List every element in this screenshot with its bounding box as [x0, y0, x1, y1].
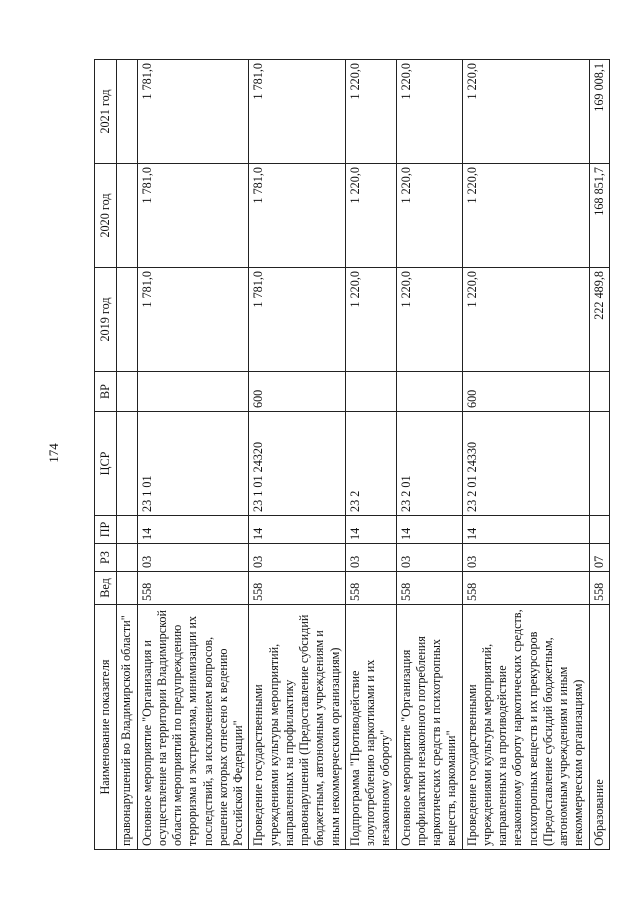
header-pr: ПР	[95, 516, 117, 544]
row-vr	[137, 372, 249, 412]
row-vr	[589, 372, 609, 412]
header-rz: РЗ	[95, 544, 117, 572]
header-2019: 2019 год	[95, 268, 117, 372]
table-row	[462, 60, 589, 850]
row-2019: 1 220,0	[345, 268, 396, 372]
row-vr	[345, 372, 396, 412]
row-rz: 03	[462, 544, 589, 572]
row-pr	[589, 516, 609, 544]
row-vr: 600	[462, 372, 589, 412]
header-ved: Вед	[95, 572, 117, 605]
header-vr: ВР	[95, 372, 117, 412]
row-rz: 03	[345, 544, 396, 572]
row-2020: 1 220,0	[396, 164, 462, 268]
row-name: Основное мероприятие "Организация профилактики незаконного потребления наркотических средств и психотропных веществ, наркомании"	[396, 605, 462, 850]
table-row	[345, 60, 396, 850]
row-csr: 23 1 01	[137, 412, 249, 516]
row-ved: 558	[345, 572, 396, 605]
row-name: Основное мероприятие "Организация и осуществление на территории Владимирской области мероприятий по предупреждению терроризма и экстремизма, минимизации их последствий, за исключением вопросов, решение которых отнесено к ведению Российской Федерации"	[137, 605, 249, 850]
row-2021: 1 220,0	[462, 60, 589, 164]
budget-table	[94, 59, 610, 850]
row-pr: 14	[249, 516, 346, 544]
row-2021	[117, 60, 137, 164]
header-csr: ЦСР	[95, 412, 117, 516]
row-2019: 1 220,0	[396, 268, 462, 372]
row-csr	[589, 412, 609, 516]
row-csr	[117, 412, 137, 516]
row-vr	[117, 372, 137, 412]
row-name: Проведение государственными учреждениями культуры мероприятий, направленных на профилактику правонарушений (Предоставление субсидий бюджетным, автономным учреждениям и иным некоммерческим организациям)	[249, 605, 346, 850]
row-rz: 03	[137, 544, 249, 572]
row-2020: 1 781,0	[249, 164, 346, 268]
row-ved: 558	[396, 572, 462, 605]
header-2021: 2021 год	[95, 60, 117, 164]
row-2019: 1 781,0	[249, 268, 346, 372]
row-2021: 1 781,0	[249, 60, 346, 164]
row-rz: 03	[396, 544, 462, 572]
table-row	[117, 60, 137, 850]
row-2021: 1 781,0	[137, 60, 249, 164]
row-vr	[396, 372, 462, 412]
row-ved: 558	[137, 572, 249, 605]
row-ved: 558	[589, 572, 609, 605]
row-vr: 600	[249, 372, 346, 412]
row-2020	[117, 164, 137, 268]
row-rz	[117, 544, 137, 572]
table-row	[137, 60, 249, 850]
header-2020: 2020 год	[95, 164, 117, 268]
row-csr: 23 2 01	[396, 412, 462, 516]
row-2021: 169 008,1	[589, 60, 609, 164]
row-ved: 558	[249, 572, 346, 605]
table-header-row	[95, 60, 117, 850]
row-pr: 14	[462, 516, 589, 544]
row-csr: 23 2 01 24330	[462, 412, 589, 516]
page-number: 174	[46, 443, 61, 463]
row-pr: 14	[137, 516, 249, 544]
table-row	[249, 60, 346, 850]
row-2019: 222 489,8	[589, 268, 609, 372]
row-2019	[117, 268, 137, 372]
row-rz: 07	[589, 544, 609, 572]
row-2020: 1 220,0	[345, 164, 396, 268]
row-ved	[117, 572, 137, 605]
row-ved: 558	[462, 572, 589, 605]
row-pr: 14	[345, 516, 396, 544]
row-pr	[117, 516, 137, 544]
row-2020: 168 851,7	[589, 164, 609, 268]
row-2019: 1 220,0	[462, 268, 589, 372]
row-pr: 14	[396, 516, 462, 544]
row-name: Образование	[589, 605, 609, 850]
row-2020: 1 220,0	[462, 164, 589, 268]
row-2021: 1 220,0	[345, 60, 396, 164]
header-name: Наименование показателя	[95, 605, 117, 850]
row-2019: 1 781,0	[137, 268, 249, 372]
budget-table-rotated	[94, 60, 614, 850]
row-2021: 1 220,0	[396, 60, 462, 164]
row-2020: 1 781,0	[137, 164, 249, 268]
table-row	[396, 60, 462, 850]
row-name: Подпрограмма "Противодействие злоупотреблению наркотиками и их незаконному обороту"	[345, 605, 396, 850]
row-csr: 23 1 01 24320	[249, 412, 346, 516]
row-name: правонарушений во Владимирской области"	[117, 605, 137, 850]
row-csr: 23 2	[345, 412, 396, 516]
table-row	[589, 60, 609, 850]
row-rz: 03	[249, 544, 346, 572]
budget-table-container	[94, 60, 614, 850]
row-name: Проведение государственными учреждениями культуры мероприятий, направленных на противодействие незаконному обороту наркотических средств, психотропных веществ и их прекурсоров (Предоставление субсидий бюджетным, автономным учреждениям и иным некоммерческим организациям)	[462, 605, 589, 850]
